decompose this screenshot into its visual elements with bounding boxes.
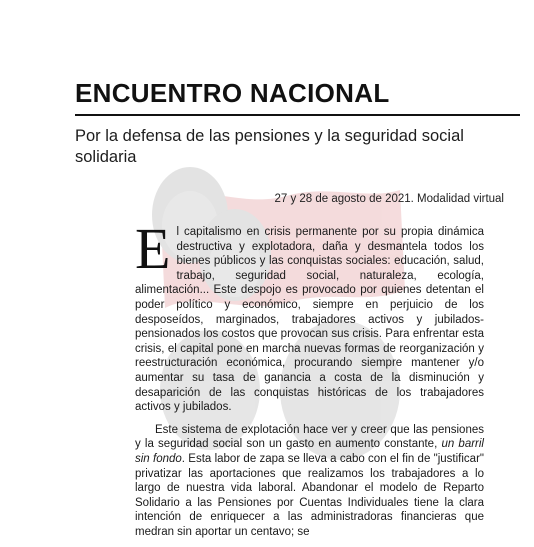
drop-cap: E [135,216,171,281]
event-dateline: 27 y 28 de agosto de 2021. Modalidad virtual [274,193,504,205]
paragraph-2-italic: un barril sin fondo [135,438,484,465]
paragraph-2 [135,423,484,540]
document-title: ENCUENTRO NACIONAL [75,78,390,108]
document-subtitle: Por la defensa de las pensiones y la seguridad social solidaria [75,127,464,166]
paragraph-1 [135,216,484,415]
paragraph-2-start: Este sistema de explotación hace ver y creer que las pensiones y la seguridad social son un gasto en aumento constante, [135,423,484,451]
paragraph-2-end: . Esta labor de zapa se lleva a cabo con el fin de "justificar" privatizar las aportaciones que realizamos los trabajadores a lo largo de nuestra vida laboral. Abandonar el modelo de Reparto Solidario a las Pensiones por Cuentas Individuales tiene la clara intención de enriquecer a las administradoras financieras que medran sin aportar un centavo; se [135,452,484,538]
paragraph-1-text: l capitalismo en crisis permanente por su propia dinámica destructiva y explotadora, daña y desmantela todos los bienes públicos y las conquistas sociales: educación, salud, trabajo, seguridad social, naturaleza, ecología, alimentación... Este despojo es provocado por quienes detentan el poder político y económico, siempre en perjuicio de los desposeídos, marginados, trabajadores activos y jubilados-pensionados los costos que provocan sus crisis. Para enfrentar esta crisis, el capital pone en marcha nuevas formas de reorganización y reestructuración económica, procurando siempre mantener y/o aumentar su tasa de ganancia a costa de la disminución y desaparición de las conquistas históricas de los trabajadores activos y jubilados. [135,226,484,414]
title-divider [75,114,520,116]
article-body [135,216,484,547]
